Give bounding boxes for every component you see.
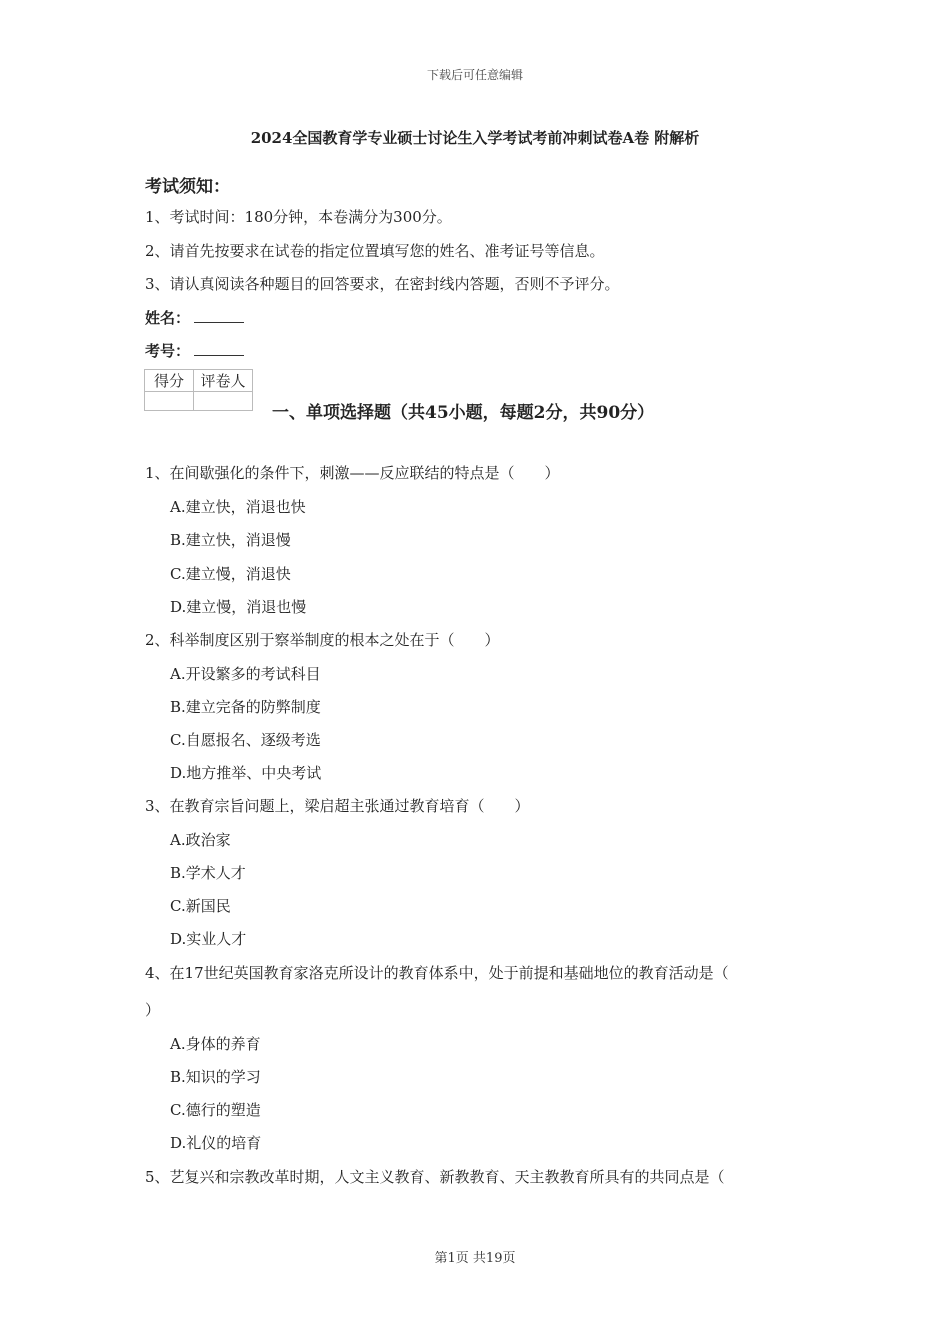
option: D.地方推举、中央考试	[170, 764, 322, 782]
exam-id-label: 考号：	[145, 342, 191, 360]
page-number: 第1页 共19页	[434, 1251, 516, 1266]
option: C.新国民	[170, 897, 231, 915]
option: C.自愿报名、逐级考选	[170, 731, 321, 749]
option: D.实业人才	[170, 930, 247, 948]
option: D.礼仪的培育	[170, 1134, 262, 1152]
section-title: 一、单项选择题（共45小题，每题2分，共90分）	[272, 403, 655, 423]
option: A.政治家	[170, 831, 231, 849]
notice-item: 2、请首先按要求在试卷的指定位置填写您的姓名、准考证号等信息。	[145, 242, 605, 260]
exam-id-field	[145, 340, 244, 361]
score-table	[144, 369, 253, 411]
exam-id-blank	[194, 341, 244, 356]
score-cell	[145, 392, 194, 411]
grader-cell	[194, 392, 253, 411]
question-stem: 3、在教育宗旨问题上，梁启超主张通过教育培育（ ）	[145, 797, 530, 815]
option: A.开设繁多的考试科目	[170, 665, 321, 683]
question-stem: 2、科举制度区别于察举制度的根本之处在于（ ）	[145, 631, 500, 649]
option: A.身体的养育	[170, 1035, 261, 1053]
option: B.建立完备的防弊制度	[170, 698, 321, 716]
document-title: 2024全国教育学专业硕士讨论生入学考试考前冲刺试卷A卷 附解析	[250, 129, 700, 147]
notice-heading: 考试须知：	[145, 177, 230, 197]
name-field	[145, 307, 244, 328]
question-stem: 1、在间歇强化的条件下，刺激——反应联结的特点是（ ）	[145, 464, 560, 482]
notice-item: 3、请认真阅读各种题目的回答要求，在密封线内答题，否则不予评分。	[145, 275, 620, 293]
question-stem: 4、在17世纪英国教育家洛克所设计的教育体系中，处于前提和基础地位的教育活动是（	[145, 964, 729, 982]
grader-header: 评卷人	[194, 370, 253, 392]
option: B.知识的学习	[170, 1068, 261, 1086]
score-header: 得分	[145, 370, 194, 392]
option: C.德行的塑造	[170, 1101, 261, 1119]
name-blank	[194, 308, 244, 323]
name-label: 姓名：	[145, 309, 191, 327]
option: D.建立慢，消退也慢	[170, 598, 307, 616]
option: B.建立快，消退慢	[170, 531, 291, 549]
option: B.学术人才	[170, 864, 246, 882]
question-stem: 5、艺复兴和宗教改革时期，人文主义教育、新教教育、天主教教育所具有的共同点是（	[145, 1168, 725, 1186]
option: C.建立慢，消退快	[170, 565, 291, 583]
option: A.建立快，消退也快	[170, 498, 306, 516]
question-stem-continued: ）	[145, 1001, 161, 1019]
header-note: 下载后可任意编辑	[426, 68, 523, 82]
notice-item: 1、考试时间：180分钟，本卷满分为300分。	[145, 208, 452, 226]
